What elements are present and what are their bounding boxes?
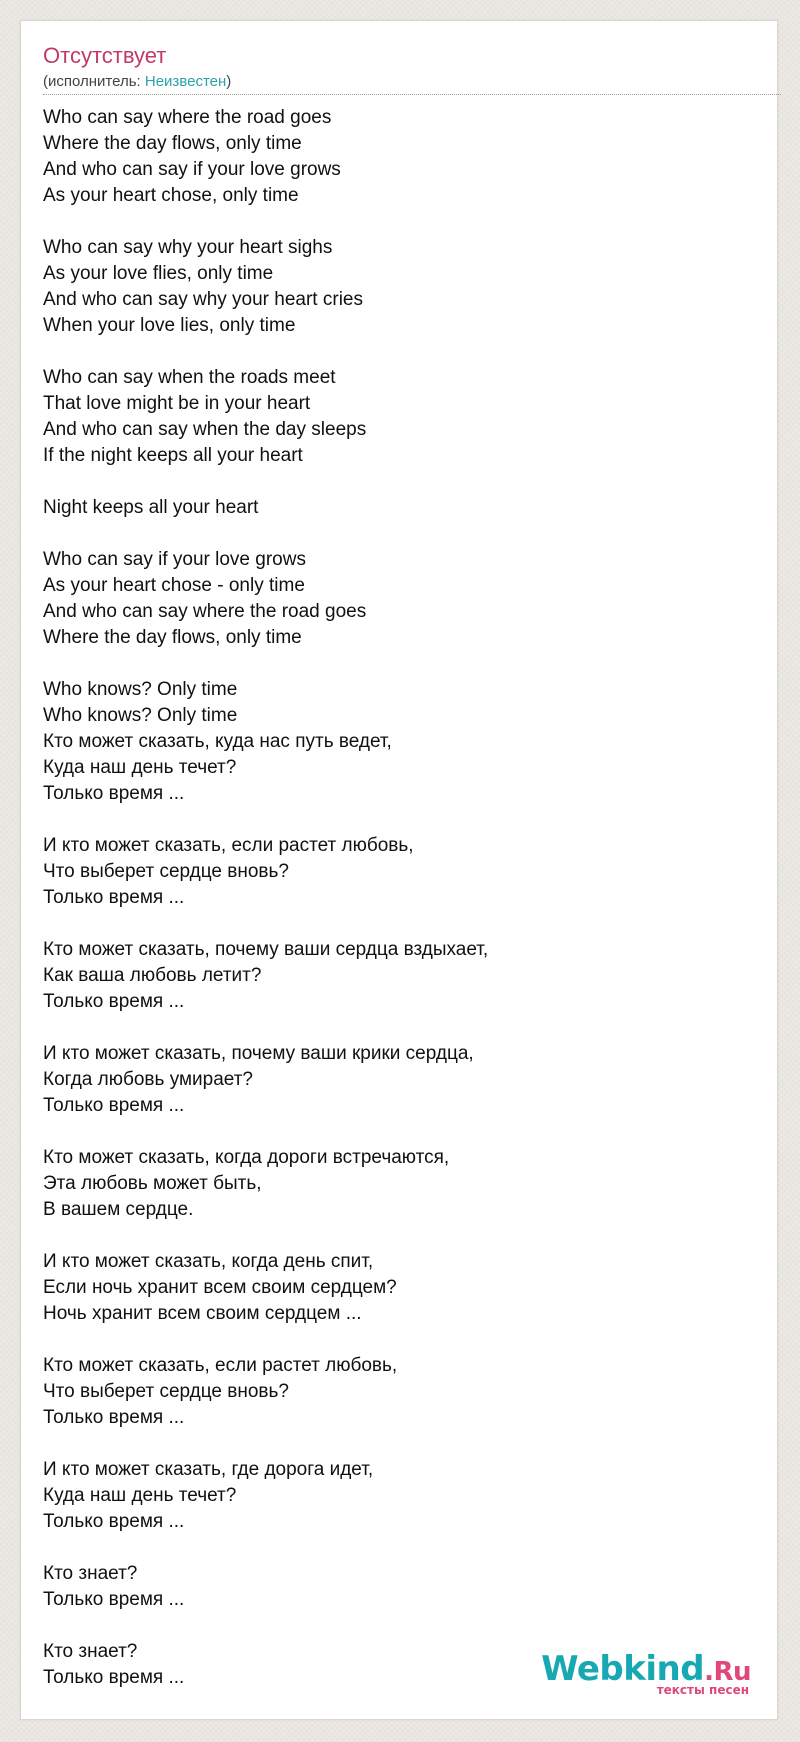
logo-main-text: Webkind: [541, 1648, 705, 1689]
lyrics-text: Who can say where the road goes Where the day flows, only time And who can say if your love grows As your heart chose, only time Who can say why your heart sighs As your love flies, only time And who can say why your heart cries When your love lies, only time Who can say when the roads meet That love might be in your heart And who can say when the day sleeps If the night keeps all your heart Night keeps all your heart Who can say if your love grows As your heart chose - only time And who can say where the road goes Where the day flows, only time Who knows? Only time Who knows? Only time Кто может сказать, куда нас путь ведет, Куда наш день течет? Только время ... И кто может сказать, если растет любовь, Что выберет сердце вновь? Только время ... Кто может сказать, почему ваши сердца вздыхает, Как ваша любовь летит? Только время ... И кто может сказать, почему ваши крики сердца, Когда любовь умирает? Только время ... Кто может сказать, когда дороги встречаются, Эта любовь может быть, В вашем сердце. И кто может сказать, когда день спит, Если ночь хранит всем своим сердцем? Ночь хранит всем своим сердцем ... Кто может сказать, если растет любовь, Что выберет сердце вновь? Только время ... И кто может сказать, где дорога идет, Куда наш день течет? Только время ... Кто знает? Только время ... Кто знает? Только время ...: [43, 107, 489, 1688]
song-title: Отсутствует: [43, 43, 167, 68]
logo-tagline: тексты песен: [656, 1682, 749, 1697]
title-divider: [43, 94, 781, 95]
performer-line: [43, 73, 231, 91]
lyrics-card: [20, 20, 778, 1720]
performer-suffix: ): [226, 73, 232, 90]
logo-wordmark: [541, 1648, 751, 1689]
logo-tld: .Ru: [704, 1656, 751, 1687]
performer-prefix: (исполнитель:: [43, 73, 145, 90]
artist-link[interactable]: Неизвестен: [144, 73, 227, 90]
site-logo[interactable]: [541, 1648, 751, 1697]
